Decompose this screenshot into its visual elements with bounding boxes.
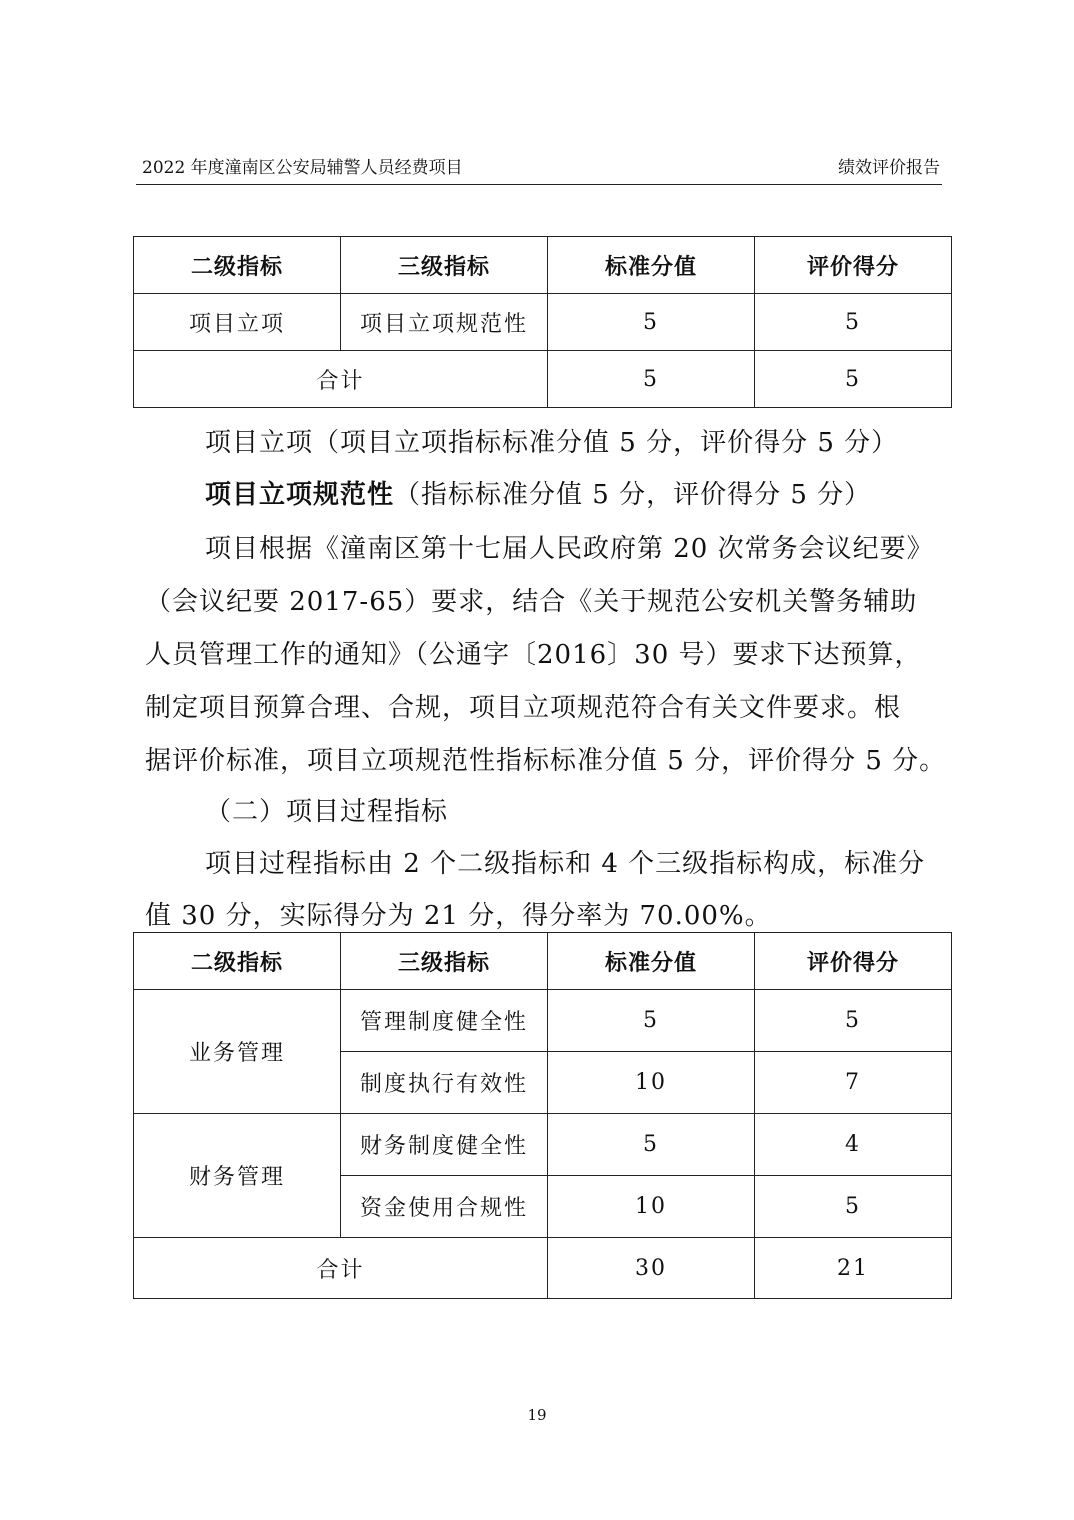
cell-standard: 10 xyxy=(548,1052,755,1114)
page-number: 19 xyxy=(527,1406,547,1424)
section-heading-process: （二）项目过程指标 xyxy=(205,797,449,827)
page-header xyxy=(136,152,942,185)
cell-score: 4 xyxy=(755,1114,952,1176)
cell-level3: 财务制度健全性 xyxy=(341,1114,548,1176)
col-header-standard: 标准分值 xyxy=(548,237,755,294)
cell-total-standard: 30 xyxy=(548,1238,755,1299)
cell-total-standard: 5 xyxy=(548,351,755,408)
paragraph-line: 项目过程指标由 2 个二级指标和 4 个三级指标构成，标准分 xyxy=(205,849,926,879)
col-header-score: 评价得分 xyxy=(755,933,952,990)
paragraph-line: 人员管理工作的通知》（公通字〔2016〕30 号）要求下达预算， xyxy=(145,640,922,670)
cell-total-label: 合计 xyxy=(134,1238,548,1299)
cell-score: 5 xyxy=(755,990,952,1052)
cell-total-score: 5 xyxy=(755,351,952,408)
table-row xyxy=(134,1114,952,1176)
paragraph-setup-standard xyxy=(205,474,871,511)
cell-level2: 项目立项 xyxy=(134,294,341,351)
subheading-setup-standard: 项目立项规范性 xyxy=(205,480,395,510)
paragraph-line: 项目根据《潼南区第十七届人民政府第 20 次常务会议纪要》 xyxy=(205,534,934,564)
cell-level3: 项目立项规范性 xyxy=(341,294,548,351)
col-header-level3: 三级指标 xyxy=(341,933,548,990)
cell-score: 7 xyxy=(755,1052,952,1114)
cell-total-score: 21 xyxy=(755,1238,952,1299)
col-header-level2: 二级指标 xyxy=(134,237,341,294)
table-total-row xyxy=(134,1238,952,1299)
header-project-title: 2022 年度潼南区公安局辅警人员经费项目 xyxy=(142,158,463,178)
cell-level3: 管理制度健全性 xyxy=(341,990,548,1052)
table-header-row xyxy=(134,933,952,990)
paragraph-project-setup: 项目立项（项目立项指标标准分值 5 分，评价得分 5 分） xyxy=(205,428,899,458)
cell-level2: 业务管理 xyxy=(134,990,341,1114)
cell-standard: 5 xyxy=(548,990,755,1052)
cell-level2: 财务管理 xyxy=(134,1114,341,1238)
cell-standard: 5 xyxy=(548,294,755,351)
cell-standard: 10 xyxy=(548,1176,755,1238)
cell-level3: 资金使用合规性 xyxy=(341,1176,548,1238)
col-header-score: 评价得分 xyxy=(755,237,952,294)
table-row xyxy=(134,294,952,351)
cell-score: 5 xyxy=(755,1176,952,1238)
col-header-standard: 标准分值 xyxy=(548,933,755,990)
paragraph-line: 据评价标准，项目立项规范性指标标准分值 5 分，评价得分 5 分。 xyxy=(145,746,947,776)
table-row xyxy=(134,990,952,1052)
header-report-title: 绩效评价报告 xyxy=(838,158,940,178)
cell-standard: 5 xyxy=(548,1114,755,1176)
table-process-indicators xyxy=(133,932,952,1299)
table-project-setup xyxy=(133,236,952,408)
col-header-level3: 三级指标 xyxy=(341,237,548,294)
cell-score: 5 xyxy=(755,294,952,351)
paragraph-line: （会议纪要 2017-65）要求，结合《关于规范公安机关警务辅助 xyxy=(145,587,918,617)
cell-level3: 制度执行有效性 xyxy=(341,1052,548,1114)
col-header-level2: 二级指标 xyxy=(134,933,341,990)
paragraph-line: 值 30 分，实际得分为 21 分，得分率为 70.00%。 xyxy=(145,901,772,931)
cell-total-label: 合计 xyxy=(134,351,548,408)
subheading-setup-standard-detail: （指标标准分值 5 分，评价得分 5 分） xyxy=(394,480,872,510)
paragraph-line: 制定项目预算合理、合规，项目立项规范符合有关文件要求。根 xyxy=(145,693,902,723)
table-total-row xyxy=(134,351,952,408)
table-header-row xyxy=(134,237,952,294)
